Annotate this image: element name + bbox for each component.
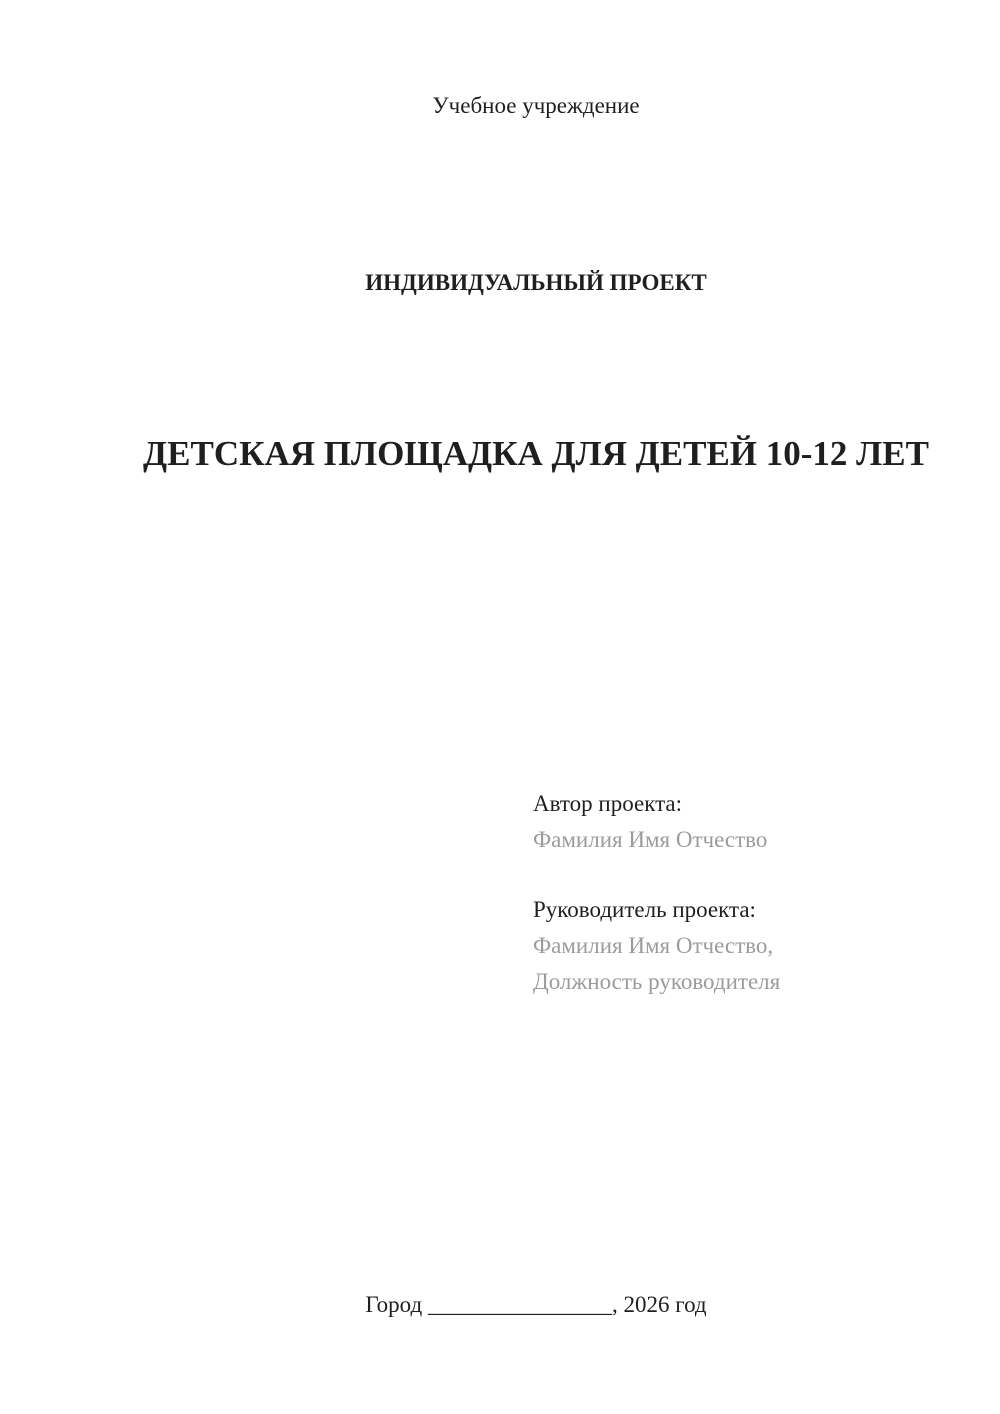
document-type-heading: ИНДИВИДУАЛЬНЫЙ ПРОЕКТ — [365, 270, 707, 295]
credits-spacer — [533, 858, 780, 892]
supervisor-position-placeholder: Должность руководителя — [533, 969, 781, 994]
project-title: ДЕТСКАЯ ПЛОЩАДКА ДЛЯ ДЕТЕЙ 10-12 ЛЕТ — [143, 434, 929, 473]
supervisor-name-placeholder: Фамилия Имя Отчество, — [533, 933, 774, 958]
author-label: Автор проекта: — [533, 791, 682, 816]
author-name-placeholder: Фамилия Имя Отчество — [533, 827, 768, 852]
city-year-footer: Город ________________, 2026 год — [365, 1292, 707, 1317]
credits-block — [533, 786, 780, 1000]
supervisor-label: Руководитель проекта: — [533, 897, 756, 922]
institution-name: Учебное учреждение — [432, 93, 640, 118]
